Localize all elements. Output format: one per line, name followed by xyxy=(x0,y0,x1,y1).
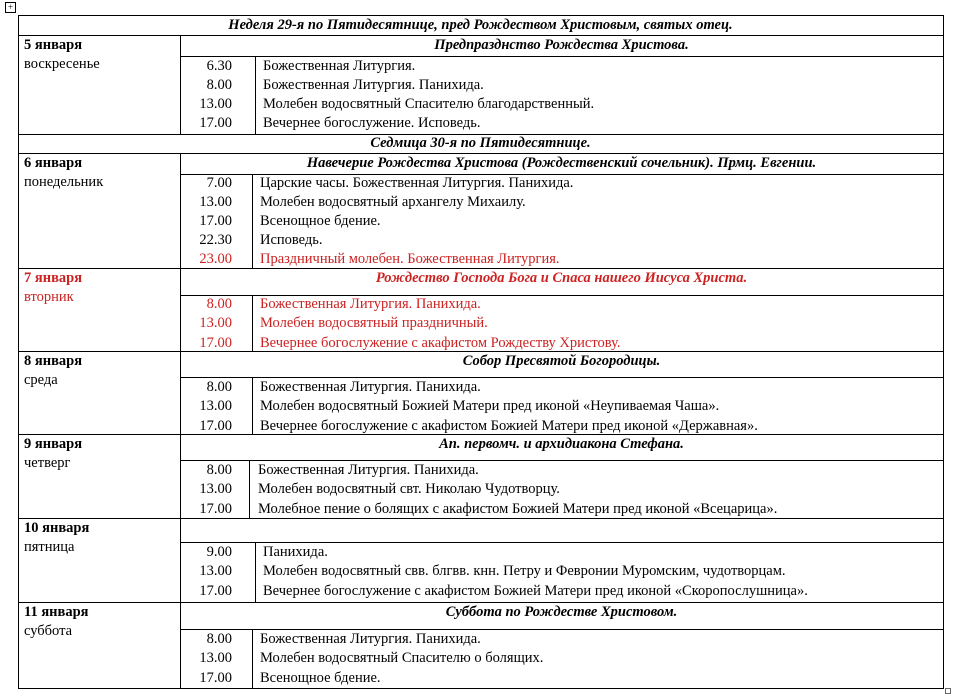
service-text: Панихида. xyxy=(263,544,328,560)
service-time: 8.00 xyxy=(206,631,232,647)
day-weekday: понедельник xyxy=(24,174,104,190)
service-text: Всенощное бдение. xyxy=(260,213,381,229)
service-time: 17.00 xyxy=(199,213,232,229)
resize-handle-icon[interactable] xyxy=(945,688,951,694)
service-time: 13.00 xyxy=(199,650,232,666)
service-time: 13.00 xyxy=(199,194,232,210)
table-border xyxy=(255,542,256,603)
table-border xyxy=(180,629,944,630)
table-border xyxy=(943,15,944,689)
day-weekday: суббота xyxy=(24,623,73,639)
table-border xyxy=(252,174,253,269)
service-text: Исповедь. xyxy=(260,232,323,248)
service-time: 22.30 xyxy=(199,232,232,248)
day-date: 11 января xyxy=(24,604,89,620)
service-time: 13.00 xyxy=(199,315,232,331)
day-feast-title: Ап. первомч. и архидиакона Стефана. xyxy=(439,436,684,452)
service-text: Молебен водосвятный праздничный. xyxy=(260,315,488,331)
service-time: 17.00 xyxy=(199,418,232,434)
service-time: 7.00 xyxy=(206,175,232,191)
service-time: 8.00 xyxy=(206,462,232,478)
service-time: 17.00 xyxy=(199,583,232,599)
service-time: 17.00 xyxy=(199,335,232,351)
table-border xyxy=(18,688,944,689)
table-border xyxy=(18,602,944,603)
service-text: Молебен водосвятный Спасителю о болящих. xyxy=(260,650,544,666)
week-title: Неделя 29-я по Пятидесятнице, пред Рождеством Христовым, святых отец. xyxy=(228,17,733,33)
service-text: Молебное пение о болящих с акафистом Божией Матери пред иконой «Всецарица». xyxy=(258,501,778,517)
service-text: Божественная Литургия. Панихида. xyxy=(258,462,479,478)
day-weekday: пятница xyxy=(24,539,75,555)
day-date: 8 января xyxy=(24,353,83,369)
table-border xyxy=(180,56,944,57)
service-text: Молебен водосвятный Божией Матери пред иконой «Неупиваемая Чаша». xyxy=(260,398,720,414)
table-border xyxy=(252,377,253,435)
service-text: Вечернее богослужение с акафистом Божией Матери пред иконой «Державная». xyxy=(260,418,758,434)
table-border xyxy=(18,518,944,519)
service-text: Царские часы. Божественная Литургия. Панихида. xyxy=(260,175,574,191)
service-time: 13.00 xyxy=(199,398,232,414)
service-time: 17.00 xyxy=(199,670,232,686)
service-text: Вечернее богослужение с акафистом Рождеству Христову. xyxy=(260,335,621,351)
service-text: Божественная Литургия. Панихида. xyxy=(263,77,484,93)
table-border xyxy=(18,15,19,689)
sedmitsa-title: Седмица 30-я по Пятидесятнице. xyxy=(370,135,591,151)
service-time: 8.00 xyxy=(206,296,232,312)
day-feast-title: Рождество Господа Бога и Спаса нашего Иисуса Христа. xyxy=(375,270,748,286)
service-text: Божественная Литургия. xyxy=(263,58,416,74)
service-time: 6.30 xyxy=(206,58,232,74)
service-text: Божественная Литургия. Панихида. xyxy=(260,296,481,312)
day-feast-title: Навечерие Рождества Христова (Рождественский сочельник). Прмц. Евгении. xyxy=(306,155,817,171)
service-time: 13.00 xyxy=(199,96,232,112)
service-text: Божественная Литургия. Панихида. xyxy=(260,631,481,647)
service-time: 17.00 xyxy=(199,115,232,131)
day-weekday: вторник xyxy=(24,289,74,305)
table-border xyxy=(252,629,253,689)
day-weekday: четверг xyxy=(24,455,71,471)
table-border xyxy=(255,56,256,135)
service-text: Молебен водосвятный Спасителю благодарственный. xyxy=(263,96,595,112)
table-border xyxy=(249,460,250,519)
table-border xyxy=(18,153,944,154)
table-border xyxy=(18,35,944,36)
move-handle-icon[interactable]: + xyxy=(5,2,16,13)
table-border xyxy=(18,268,944,269)
service-time: 13.00 xyxy=(199,563,232,579)
service-text: Божественная Литургия. Панихида. xyxy=(260,379,481,395)
service-text: Вечернее богослужение. Исповедь. xyxy=(263,115,481,131)
service-time: 9.00 xyxy=(206,544,232,560)
day-feast-title: Собор Пресвятой Богородицы. xyxy=(462,353,661,369)
service-text: Вечернее богослужение с акафистом Божией Матери пред иконой «Скоропослушница». xyxy=(263,583,808,599)
day-date: 10 января xyxy=(24,520,90,536)
table-border xyxy=(180,377,944,378)
day-date: 6 января xyxy=(24,155,83,171)
service-time: 8.00 xyxy=(206,379,232,395)
service-time: 13.00 xyxy=(199,481,232,497)
table-border xyxy=(180,542,944,543)
day-date: 9 января xyxy=(24,436,83,452)
service-text: Молебен водосвятный архангелу Михаилу. xyxy=(260,194,526,210)
service-time: 23.00 xyxy=(199,251,232,267)
day-weekday: среда xyxy=(24,372,58,388)
day-date: 5 января xyxy=(24,37,83,53)
day-feast-title: Суббота по Рождестве Христовом. xyxy=(445,604,678,620)
service-text: Молебен водосвятный свт. Николаю Чудотворцу. xyxy=(258,481,560,497)
service-text: Праздничный молебен. Божественная Литургия. xyxy=(260,251,560,267)
table-border xyxy=(180,460,944,461)
table-border xyxy=(18,134,944,135)
service-time: 8.00 xyxy=(206,77,232,93)
service-text: Всенощное бдение. xyxy=(260,670,381,686)
day-feast-title: Предпразднство Рождества Христова. xyxy=(434,37,689,53)
service-text: Молебен водосвятный свв. блгвв. кнн. Петру и Февронии Муромским, чудотворцам. xyxy=(263,563,786,579)
day-weekday: воскресенье xyxy=(24,56,100,72)
table-border xyxy=(18,15,944,16)
table-border xyxy=(252,295,253,352)
service-time: 17.00 xyxy=(199,501,232,517)
day-date: 7 января xyxy=(24,270,83,286)
